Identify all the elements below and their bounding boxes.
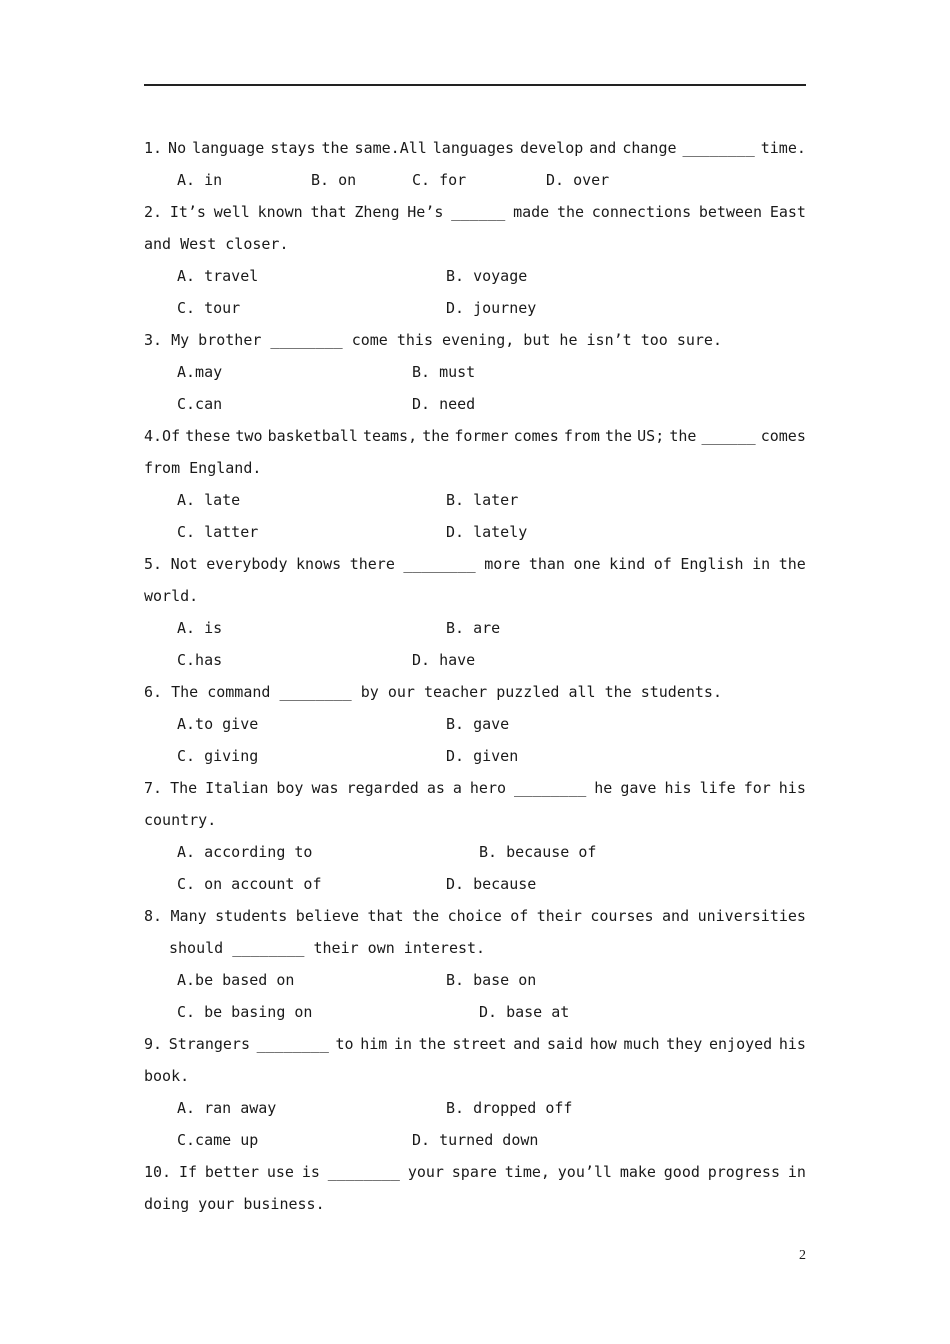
word: gave [620,779,657,797]
page-number: 2 [799,1248,806,1263]
word: 4.Of [144,427,181,445]
word: more [484,555,521,573]
word: Many [170,907,207,925]
word: former [454,427,509,445]
word: ________ [682,139,755,157]
option-2d[interactable]: D. journey [446,299,537,317]
word: the [605,427,633,445]
word: 8. [144,907,163,925]
word: connections [591,203,692,221]
word: The [170,779,198,797]
word: hero [469,779,507,797]
word: If [178,1163,197,1181]
word: change [622,139,677,157]
word: English [680,555,744,573]
option-3c[interactable]: C.can [177,395,223,413]
word: comes [513,427,559,445]
option-6b[interactable]: B. gave [446,715,510,733]
option-8a[interactable]: A.be based on [177,971,295,989]
word: that [310,203,347,221]
word: kind [609,555,646,573]
word: It’s [169,203,206,221]
word: 9. [144,1035,163,1053]
word: students [215,907,288,925]
option-4c[interactable]: C. latter [177,523,259,541]
word: street [452,1035,507,1053]
word: life [699,779,736,797]
question-10 [144,1162,806,1182]
word: the [412,907,440,925]
word: 10. [144,1163,172,1181]
word: the [422,427,450,445]
word: of [653,555,672,573]
word: courses [590,907,654,925]
question-7-cont: country. [144,811,217,829]
question-8 [144,906,806,926]
word: known [257,203,303,221]
option-1d[interactable]: D. over [546,171,610,189]
word: develop [520,139,584,157]
word: your [407,1163,444,1181]
word: ________ [327,1163,400,1181]
word: as [426,779,445,797]
header-rule [144,84,806,86]
word: and [589,139,617,157]
word: progress [707,1163,780,1181]
word: ________ [256,1035,329,1053]
word: his [778,1035,806,1053]
word: spare [451,1163,497,1181]
word: these [185,427,231,445]
word: time, [504,1163,550,1181]
question-7 [144,778,806,798]
word: 2. [144,203,163,221]
option-9d[interactable]: D. turned down [412,1131,539,1149]
word: in [787,1163,806,1181]
word: a [452,779,462,797]
option-1b[interactable]: B. on [311,171,357,189]
option-4d[interactable]: D. lately [446,523,528,541]
word: choice [447,907,502,925]
word: that [367,907,404,925]
option-3d[interactable]: D. need [412,395,476,413]
question-8-cont: should ________ their own interest. [169,939,486,957]
word: use [266,1163,294,1181]
word: how [589,1035,617,1053]
option-2a[interactable]: A. travel [177,267,259,285]
word: time. [760,139,806,157]
word: was [311,779,339,797]
word: his [664,779,692,797]
word: regarded [346,779,419,797]
word: the [556,203,585,221]
word: the [778,555,806,573]
word: in [752,555,771,573]
word: better [204,1163,260,1181]
question-5-cont: world. [144,587,199,605]
option-5d[interactable]: D. have [412,651,476,669]
word: universities [697,907,806,925]
question-3: 3. My brother ________ come this evening, but he isn’t too sure. [144,331,722,349]
option-7b[interactable]: B. because of [479,843,597,861]
word: and [662,907,690,925]
question-4 [144,426,806,446]
word: US; [637,427,665,445]
word: and [513,1035,541,1053]
option-2b[interactable]: B. voyage [446,267,528,285]
word: No [168,139,187,157]
option-6c[interactable]: C. giving [177,747,259,765]
option-9b[interactable]: B. dropped off [446,1099,573,1117]
word: teams, [362,427,418,445]
question-5 [144,554,806,574]
word: the [321,139,349,157]
word: same.All [354,139,427,157]
word: Strangers [168,1035,250,1053]
option-7d[interactable]: D. because [446,875,537,893]
word: comes [760,427,806,445]
word: ________ [514,779,587,797]
word: ______ [451,203,506,221]
word: you’ll [557,1163,612,1181]
question-2 [144,202,806,222]
word: they [666,1035,703,1053]
option-1a[interactable]: A. in [177,171,223,189]
question-2-cont: and West closer. [144,235,289,253]
question-6: 6. The command ________ by our teacher puzzled all the students. [144,683,722,701]
option-4a[interactable]: A. late [177,491,241,509]
option-5c[interactable]: C.has [177,651,223,669]
word: of [510,907,529,925]
word: Not [170,555,198,573]
word: ______ [701,427,756,445]
word: well [213,203,250,221]
word: much [623,1035,660,1053]
option-6a[interactable]: A.to give [177,715,259,733]
word: in [393,1035,413,1053]
question-9 [144,1034,806,1054]
word: language [192,139,265,157]
question-10-cont: doing your business. [144,1195,325,1213]
word: said [546,1035,584,1053]
option-4b[interactable]: B. later [446,491,519,509]
word: their [536,907,582,925]
word: enjoyed [708,1035,773,1053]
option-9c[interactable]: C.came up [177,1131,259,1149]
word: made [513,203,550,221]
word: Italian [205,779,269,797]
word: East [769,203,806,221]
question-4-cont: from England. [144,459,262,477]
option-2c[interactable]: C. tour [177,299,241,317]
option-8d[interactable]: D. base at [479,1003,570,1021]
question-1 [144,138,806,158]
word: 7. [144,779,163,797]
word: languages [432,139,515,157]
word: the [669,427,697,445]
option-7c[interactable]: C. on account of [177,875,322,893]
word: 1. [144,139,163,157]
word: boy [276,779,304,797]
option-8b[interactable]: B. base on [446,971,537,989]
word: for [743,779,771,797]
word: the [418,1035,446,1053]
option-5a[interactable]: A. is [177,619,223,637]
option-7a[interactable]: A. according to [177,843,313,861]
word: he [594,779,613,797]
word: knows [296,555,342,573]
word: Zheng [354,203,400,221]
word: to [335,1035,354,1053]
word: believe [295,907,360,925]
word: there [349,555,395,573]
option-8c[interactable]: C. be basing on [177,1003,313,1021]
option-1c[interactable]: C. for [412,171,467,189]
word: his [778,779,806,797]
question-9-cont: book. [144,1067,190,1085]
option-6d[interactable]: D. given [446,747,519,765]
word: one [573,555,601,573]
option-9a[interactable]: A. ran away [177,1099,277,1117]
option-3a[interactable]: A.may [177,363,223,381]
word: He’s [407,203,444,221]
option-3b[interactable]: B. must [412,363,476,381]
word: than [528,555,565,573]
word: make [619,1163,656,1181]
word: two [235,427,263,445]
word: between [698,203,763,221]
word: from [563,427,600,445]
word: ________ [403,555,476,573]
word: 5. [144,555,163,573]
word: good [663,1163,700,1181]
option-5b[interactable]: B. are [446,619,501,637]
word: him [360,1035,388,1053]
word: basketball [267,427,358,445]
word: is [301,1163,320,1181]
word: stays [270,139,316,157]
word: everybody [206,555,288,573]
